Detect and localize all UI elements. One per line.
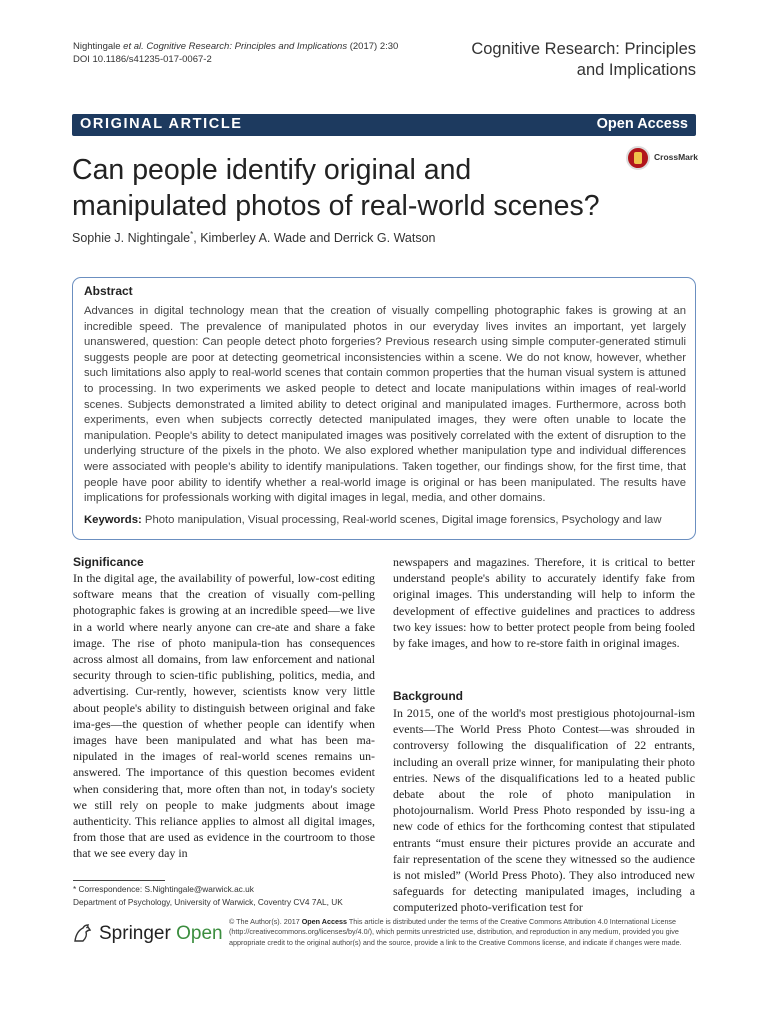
springer-open-logo [72,918,223,950]
springer-horse-icon [72,922,94,944]
footnote-rule [73,880,165,881]
significance-body: In the digital age, the availability of powerful, low-cost editing software means that the creation of visually com-pelling photographic fakes is growing at an incredible speed—we live in a world where nearly anyone can cre-ate and share a fake image. The rise of photo manipula-tion has consequences across almost all domains, from law enforcement and national security through to scien-tific publishing, politics, media, and advertising. Cur-rently, however, scientists know very little about people's ability to distinguish between original and fake ima-ges—the question of whether people can identify when images have been manipulated and what has been ma-nipulated in the images of real-world scenes remains un-answered. The importance of this question becomes evident when considering that, more often than not, in today's society we still rely on people to make judgments about image authenticity. This reliance applies to almost all digital images, from those that are used as evidence in the courtroom to those that we see every day in [73,571,375,861]
keywords-line [84,514,686,526]
logo-word-springer: Springer [99,923,171,944]
open-access-label: Open Access [596,116,688,132]
license-text: This article is distributed under the terms of the Creative Commons Attribution 4.0 International License (http://creativecommons.org/licenses/by/4.0/), which permits unrestricted use, distribution, and reproduction in any medium, provided you give appropriate credit to the original author(s) and the source, provide a link to the Creative Commons license, and indicate if changes were made. [229,917,682,947]
journal-name-line1: Cognitive Research: Principles [471,40,696,58]
journal-name [436,39,696,81]
citation-authors: Nightingale [73,41,124,52]
citation-journal: Cognitive Research: Principles and Implications [143,41,348,52]
citation-etal: et al. [123,41,144,52]
significance-heading: Significance [73,555,144,569]
author-list [72,230,435,245]
logo-wordmark [99,923,223,945]
license-prefix: © The Author(s). 2017 [229,917,302,926]
article-title: Can people identify original and manipulated photos of real-world scenes? [72,154,600,222]
article-type-label: ORIGINAL ARTICLE [80,116,243,132]
crossmark-icon [626,146,650,170]
license-open-access: Open Access [301,917,347,926]
article-type-banner [72,114,696,136]
abstract-box [72,277,696,540]
citation-line [73,40,433,53]
keywords-label: Keywords: [84,514,142,526]
background-body: In 2015, one of the world's most prestigious photojournal-ism events—The World Press Photo Contest—was shrouded in controversy following the disqualification of 22 entrants, including an overall prize winner, for manipulating their photo entries. News of the disqualifications led to a heated public debate about the role of photo manipulation in photojournalism. World Press Photo responded by issu-ing a new code of ethics for the forthcoming contest that stipulated entrants “must ensure their pictures provide an accurate and fair representation of the scene they witnessed so the audience is not misled” (World Press Photo). They also introduced new safeguards for detecting manipulated images, including a computerized photo-verification test for [393,706,695,915]
significance-continuation: newspapers and magazines. Therefore, it is critical to better understand people's ability to accurately identify fake from original images. This understanding will help to inform the development of effective guidelines and practices to address two key issues: how to better protect people from being fooled by fake images, and how to re-store faith in original images. [393,555,695,651]
logo-word-open: Open [176,923,223,944]
doi-line[interactable]: DOI 10.1186/s41235-017-0067-2 [73,54,212,65]
affiliation-line: Department of Psychology, University of Warwick, Coventry CV4 7AL, UK [73,897,343,907]
background-heading: Background [393,689,464,703]
corresponding-author-mark: * [190,230,194,239]
citation-volume: (2017) 2:30 [347,41,399,52]
abstract-body: Advances in digital technology mean that the creation of visually compelling photographic fakes is growing at an incredible speed. The prevalence of manipulated photos in our everyday lives invites an important, yet largely unanswered, question: Can people detect photo forgeries? Previous research using simple computer-generated stimuli suggests people are poor at detecting geometrical inconsistencies within a scene. We do not know, however, whether such limitations also apply to real-world scenes that contain common properties that the human visual system is attuned to processing. In two experiments we asked people to detect and locate manipulations within images of real-world scenes. Subjects demonstrated a limited ability to detect original and manipulated images. Furthermore, across both experiments, even when subjects correctly detected manipulated images, they were often unable to locate the manipulation. People's ability to detect manipulated images was positively correlated with the extent of disruption to the underlying structure of the pixels in the photo. We also explored whether manipulation type and individual differences were associated with people's ability to identify manipulations. Taken together, our findings show, for the first time, that people have poor ability to identify whether a real-world image is original or has been manipulated. The results have implications for professionals working with digital images in legal, media, and other domains. [84,305,686,505]
running-header [73,40,433,66]
author-first: Sophie J. Nightingale [72,231,191,246]
crossmark-label: CrossMark [654,152,698,162]
footnote [73,883,393,909]
correspondence-line[interactable]: * Correspondence: S.Nightingale@warwick.ac.uk [73,884,254,894]
crossmark-badge[interactable] [626,146,716,174]
license-notice [229,917,697,948]
journal-name-line2: and Implications [576,61,696,79]
abstract-heading: Abstract [84,284,133,298]
author-rest: , Kimberley A. Wade and Derrick G. Watson [193,231,436,246]
keywords-list: Photo manipulation, Visual processing, Real-world scenes, Digital image forensics, Psychology and law [141,514,662,526]
